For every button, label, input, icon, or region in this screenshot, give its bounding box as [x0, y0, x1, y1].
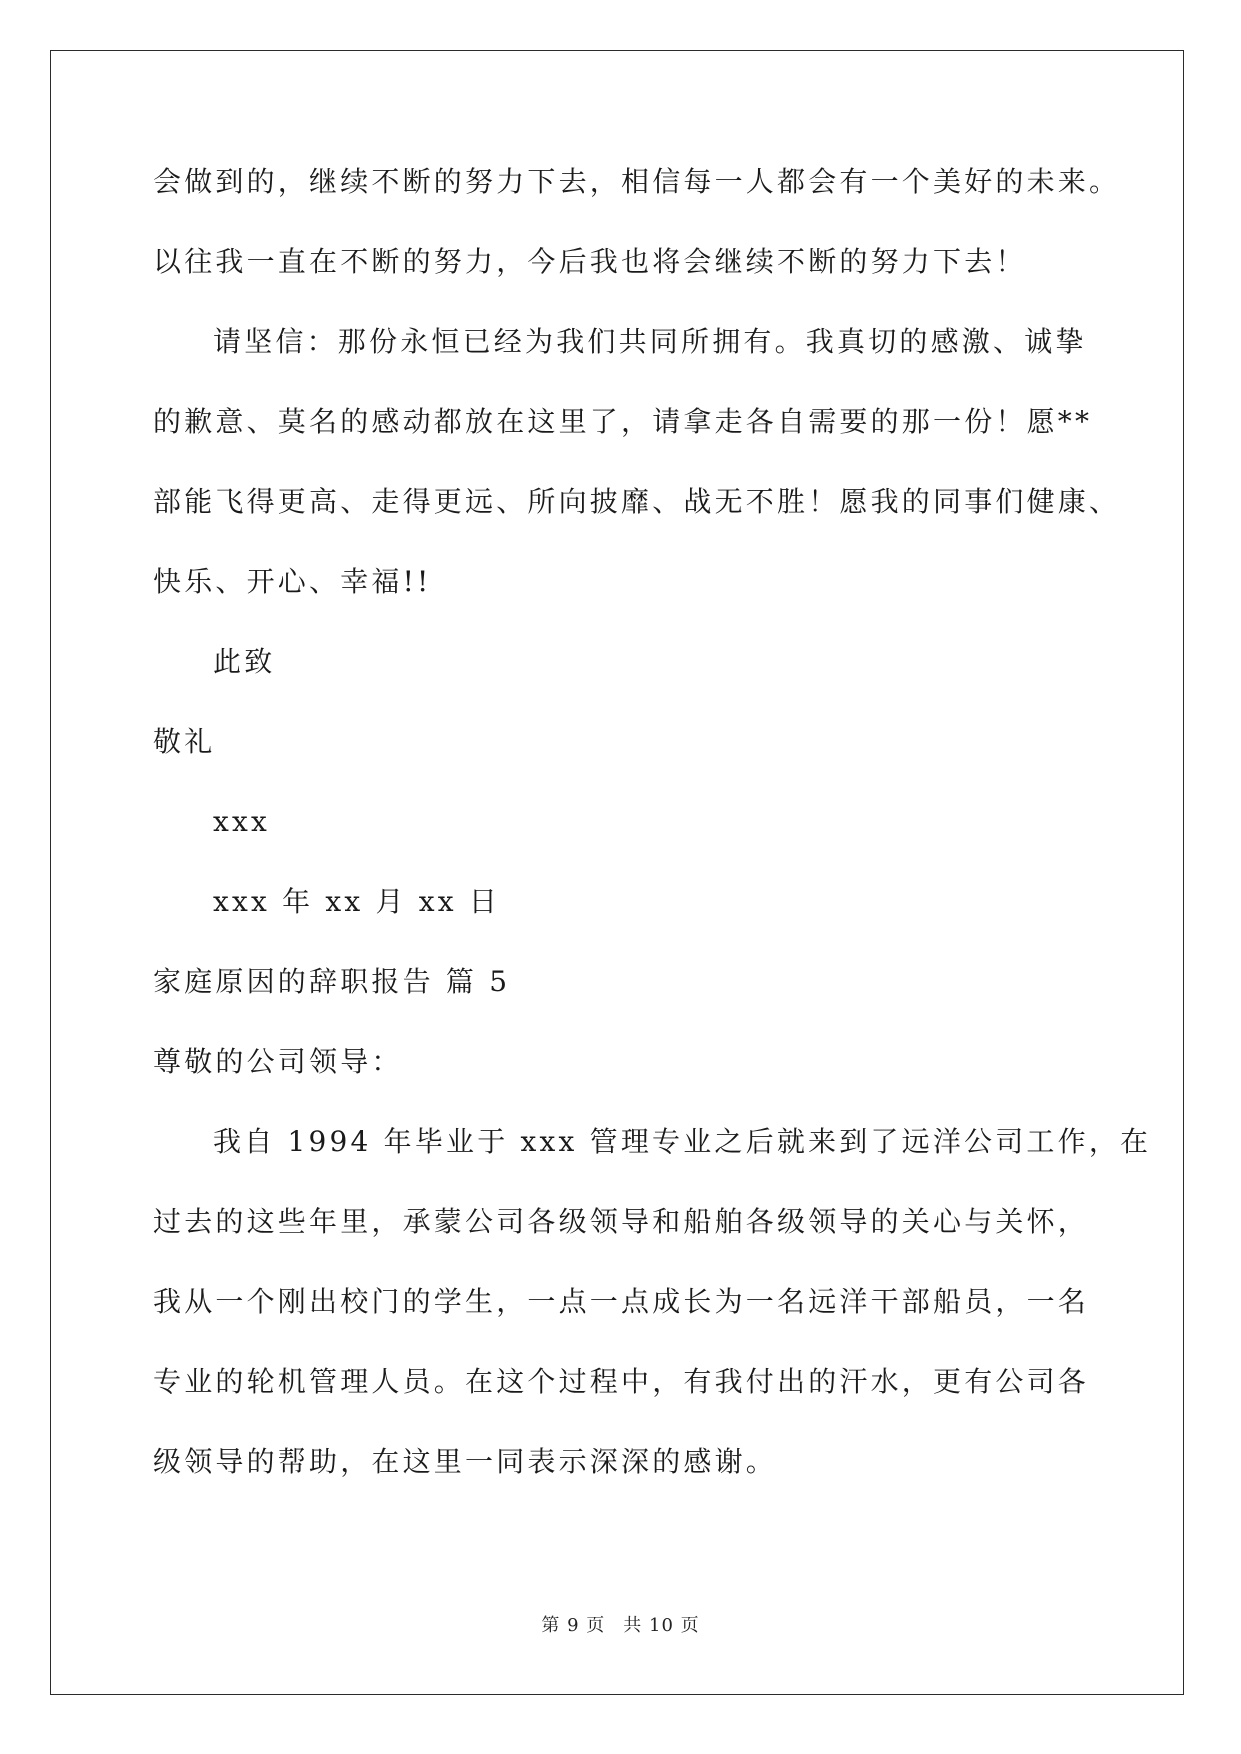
- closing-regards: 敬礼: [153, 725, 216, 758]
- paragraph-line: 的歉意、莫名的感动都放在这里了，请拿走各自需要的那一份！愿**: [153, 405, 1093, 438]
- paragraph-line: 部能飞得更高、走得更远、所向披靡、战无不胜！愿我的同事们健康、: [153, 485, 1121, 518]
- document-body: [153, 165, 1152, 1528]
- paragraph-line: 我自 1994 年毕业于 xxx 管理专业之后就来到了远洋公司工作，在: [213, 1125, 1152, 1158]
- section-heading: 家庭原因的辞职报告 篇 5: [153, 965, 511, 998]
- paragraph-line: 以往我一直在不断的努力，今后我也将会继续不断的努力下去！: [153, 245, 1027, 278]
- paragraph-line: 级领导的帮助，在这里一同表示深深的感谢。: [153, 1445, 778, 1478]
- signature-date: xxx 年 xx 月 xx 日: [213, 885, 501, 918]
- paragraph-line: 我从一个刚出校门的学生，一点一点成长为一名远洋干部船员，一名: [153, 1285, 1090, 1318]
- paragraph-line: 专业的轮机管理人员。在这个过程中，有我付出的汗水，更有公司各: [153, 1365, 1090, 1398]
- paragraph-line: 快乐、开心、幸福!!: [153, 565, 432, 598]
- paragraph-line: 请坚信：那份永恒已经为我们共同所拥有。我真切的感激、诚挚: [213, 325, 1087, 358]
- page-total: 共 10 页: [623, 1615, 700, 1636]
- page-footer: [0, 1616, 1241, 1636]
- closing-salutation: 此致: [213, 645, 276, 678]
- signature-name: xxx: [213, 805, 270, 838]
- paragraph-line: 过去的这些年里，承蒙公司各级领导和船舶各级领导的关心与关怀，: [153, 1205, 1090, 1238]
- paragraph-line: 会做到的，继续不断的努力下去，相信每一人都会有一个美好的未来。: [153, 165, 1121, 198]
- letter-greeting: 尊敬的公司领导：: [153, 1045, 403, 1078]
- page-number: 第 9 页: [541, 1615, 606, 1636]
